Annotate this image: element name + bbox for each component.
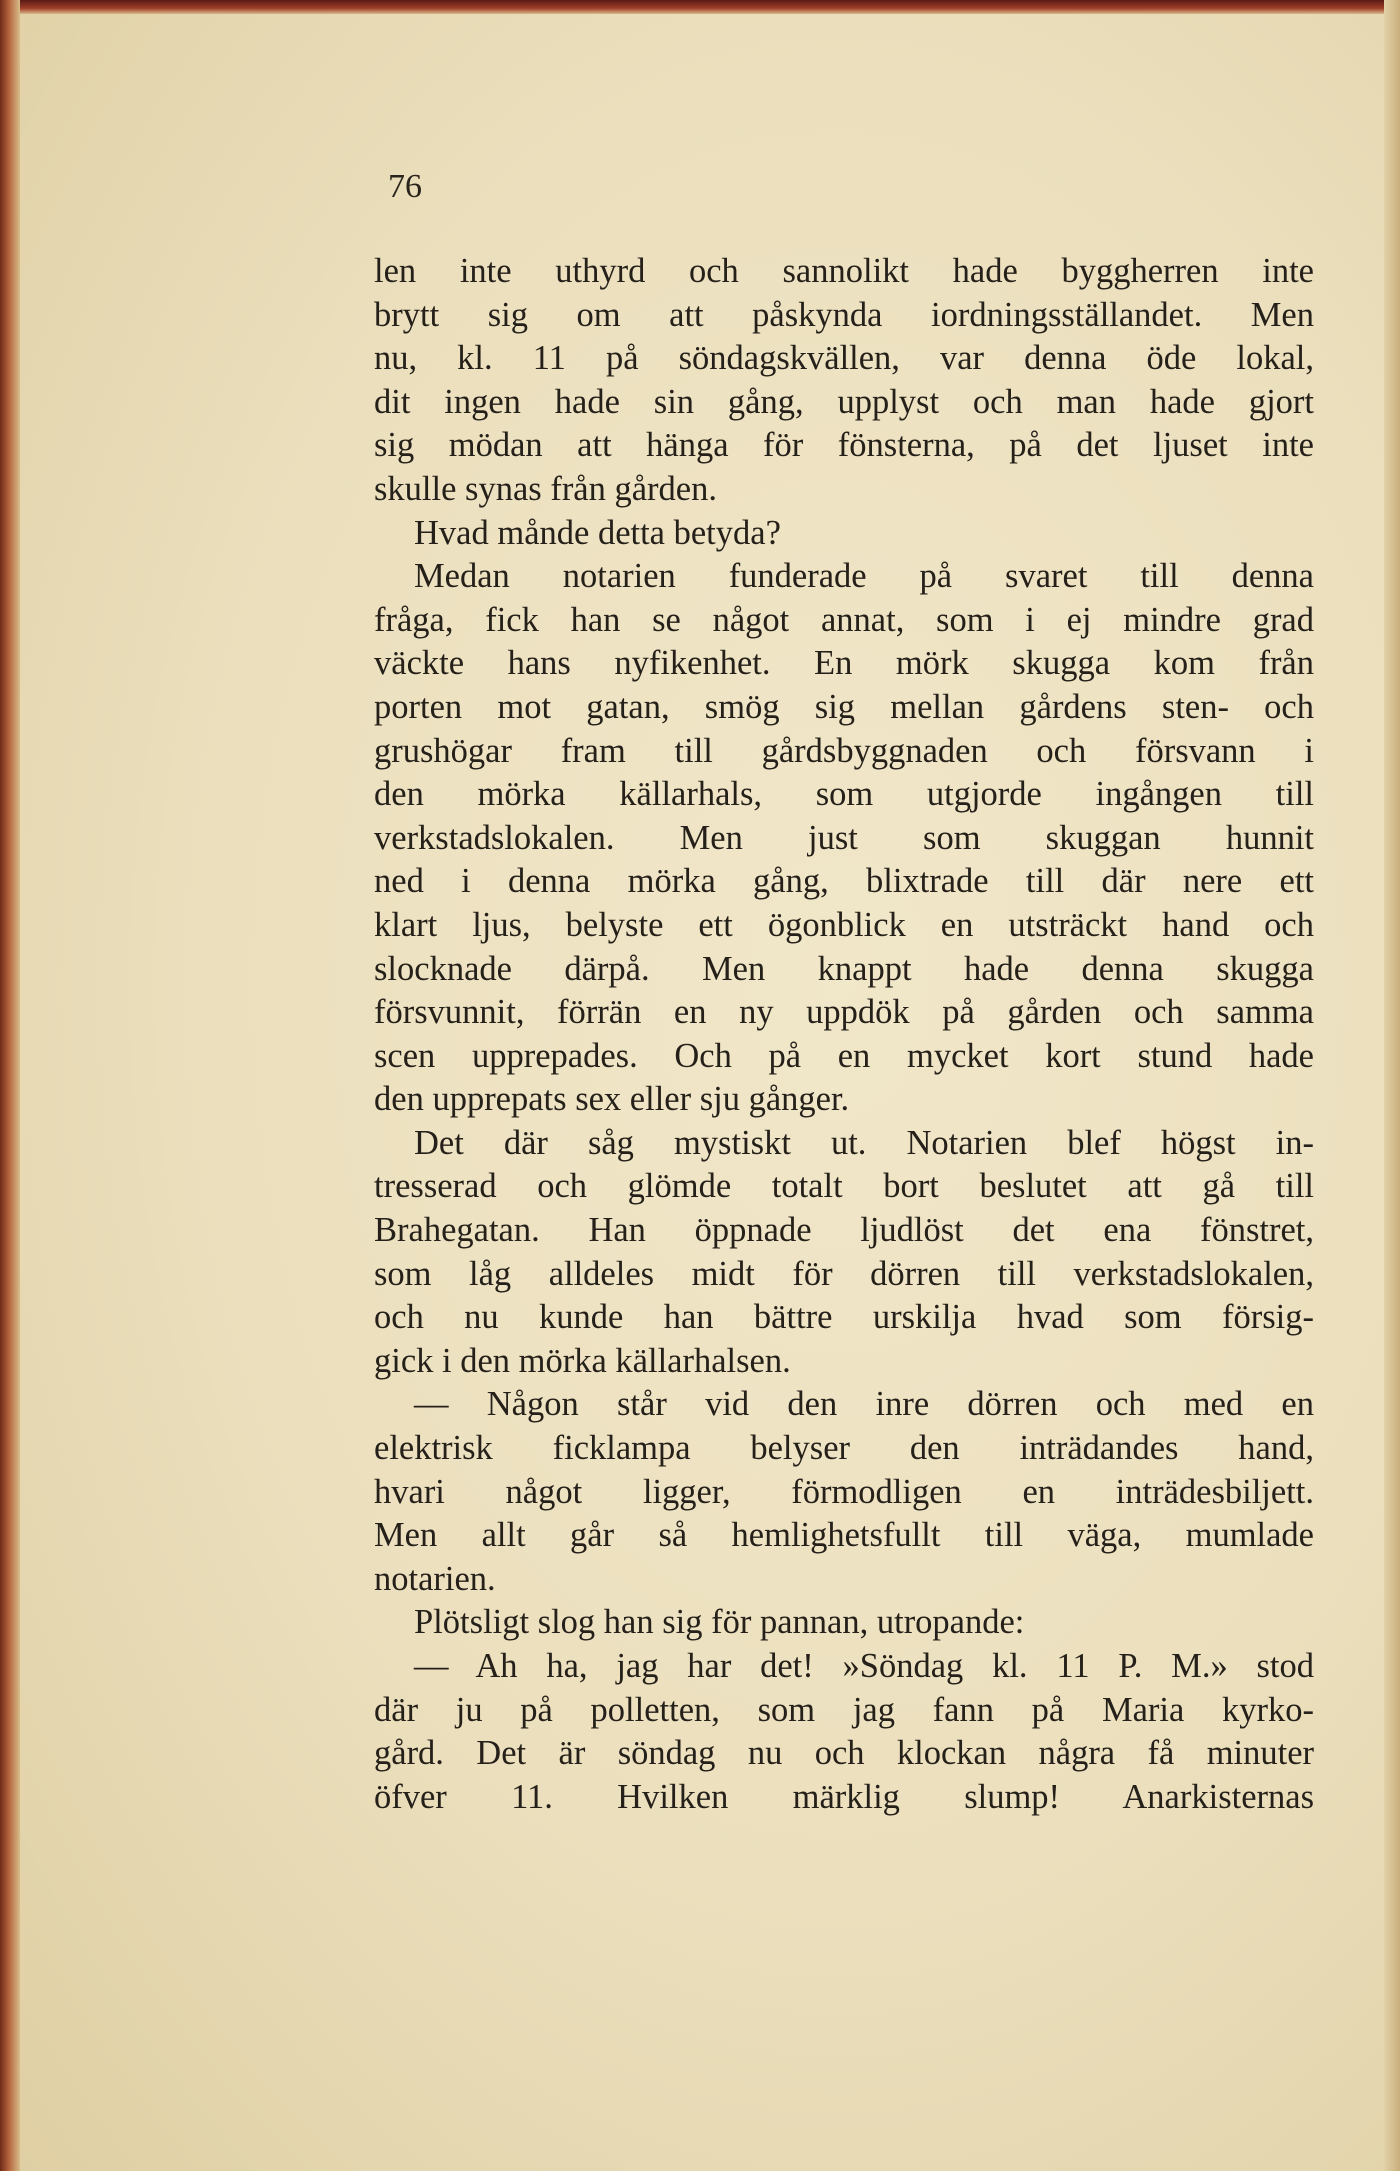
text-line: brytt sig om att påskynda iordningsställandet. Men: [374, 295, 1314, 334]
text-line: gick i den mörka källarhalsen.: [374, 1341, 791, 1380]
text-line: scen upprepades. Och på en mycket kort stund hade: [374, 1036, 1314, 1075]
text-line: ned i denna mörka gång, blixtrade till där nere ett: [374, 862, 1314, 901]
text-line: skulle synas från gården.: [374, 469, 717, 508]
text-line: — Ah ha, jag har det! »Söndag kl. 11 P. M.» stod: [414, 1647, 1314, 1685]
text-line: Brahegatan. Han öppnade ljudlöst det ena fönstret,: [374, 1211, 1314, 1250]
text-line: den mörka källarhals, som utgjorde ingången till: [374, 775, 1314, 814]
text-line: tresserad och glömde totalt bort beslutet att gå till: [374, 1167, 1314, 1206]
text-line: där ju på polletten, som jag fann på Maria kyrko-: [374, 1690, 1314, 1729]
text-line: grushögar fram till gårdsbyggnaden och försvann i: [374, 731, 1314, 770]
text-line: dit ingen hade sin gång, upplyst och man hade gjort: [374, 382, 1314, 421]
text-line: — Någon står vid den inre dörren och med en: [414, 1385, 1314, 1424]
page-number: 76: [388, 168, 422, 205]
book-spine-edge: [0, 0, 20, 2171]
text-line: Men allt går så hemlighetsfullt till väga, mumlade: [374, 1516, 1314, 1555]
text-line: och nu kunde han bättre urskilja hvad som försig-: [374, 1298, 1314, 1337]
text-line: hvari något ligger, förmodligen en inträdesbiljett.: [374, 1472, 1314, 1511]
text-line: som låg alldeles midt för dörren till verkstadslokalen,: [374, 1254, 1314, 1293]
scan-edge-right: [1384, 0, 1400, 2171]
text-line: nu, kl. 11 på söndagskvällen, var denna öde lokal,: [374, 339, 1314, 378]
body-text: [374, 250, 1314, 1819]
text-line: elektrisk ficklampa belyser den inträdandes hand,: [374, 1429, 1314, 1468]
scan-edge-top: [0, 0, 1400, 14]
text-line: väckte hans nyfikenhet. En mörk skugga kom från: [374, 644, 1314, 683]
text-line: slocknade därpå. Men knappt hade denna skugga: [374, 949, 1314, 988]
text-line: fråga, fick han se något annat, som i ej mindre grad: [374, 600, 1314, 639]
text-line: Hvad månde detta betyda?: [414, 513, 781, 552]
text-line: verkstadslokalen. Men just som skuggan hunnit: [374, 818, 1314, 857]
text-line: öfver 11. Hvilken märklig slump! Anarkisternas: [374, 1777, 1314, 1816]
text-line: notarien.: [374, 1559, 496, 1598]
text-line: porten mot gatan, smög sig mellan gårdens sten- och: [374, 687, 1314, 726]
text-line: klart ljus, belyste ett ögonblick en utsträckt hand och: [374, 905, 1314, 944]
text-line: sig mödan att hänga för fönsterna, på det ljuset inte: [374, 426, 1314, 465]
text-line: Medan notarien funderade på svaret till denna: [414, 557, 1314, 596]
text-line: Det där såg mystiskt ut. Notarien blef högst in-: [414, 1123, 1314, 1162]
text-line: försvunnit, förrän en ny uppdök på gården och samma: [374, 993, 1314, 1032]
text-line: den upprepats sex eller sju gånger.: [374, 1080, 850, 1119]
text-line: Plötsligt slog han sig för pannan, utropande:: [414, 1603, 1025, 1642]
text-line: gård. Det är söndag nu och klockan några få minuter: [374, 1734, 1314, 1773]
text-line: len inte uthyrd och sannolikt hade byggherren inte: [374, 252, 1314, 290]
